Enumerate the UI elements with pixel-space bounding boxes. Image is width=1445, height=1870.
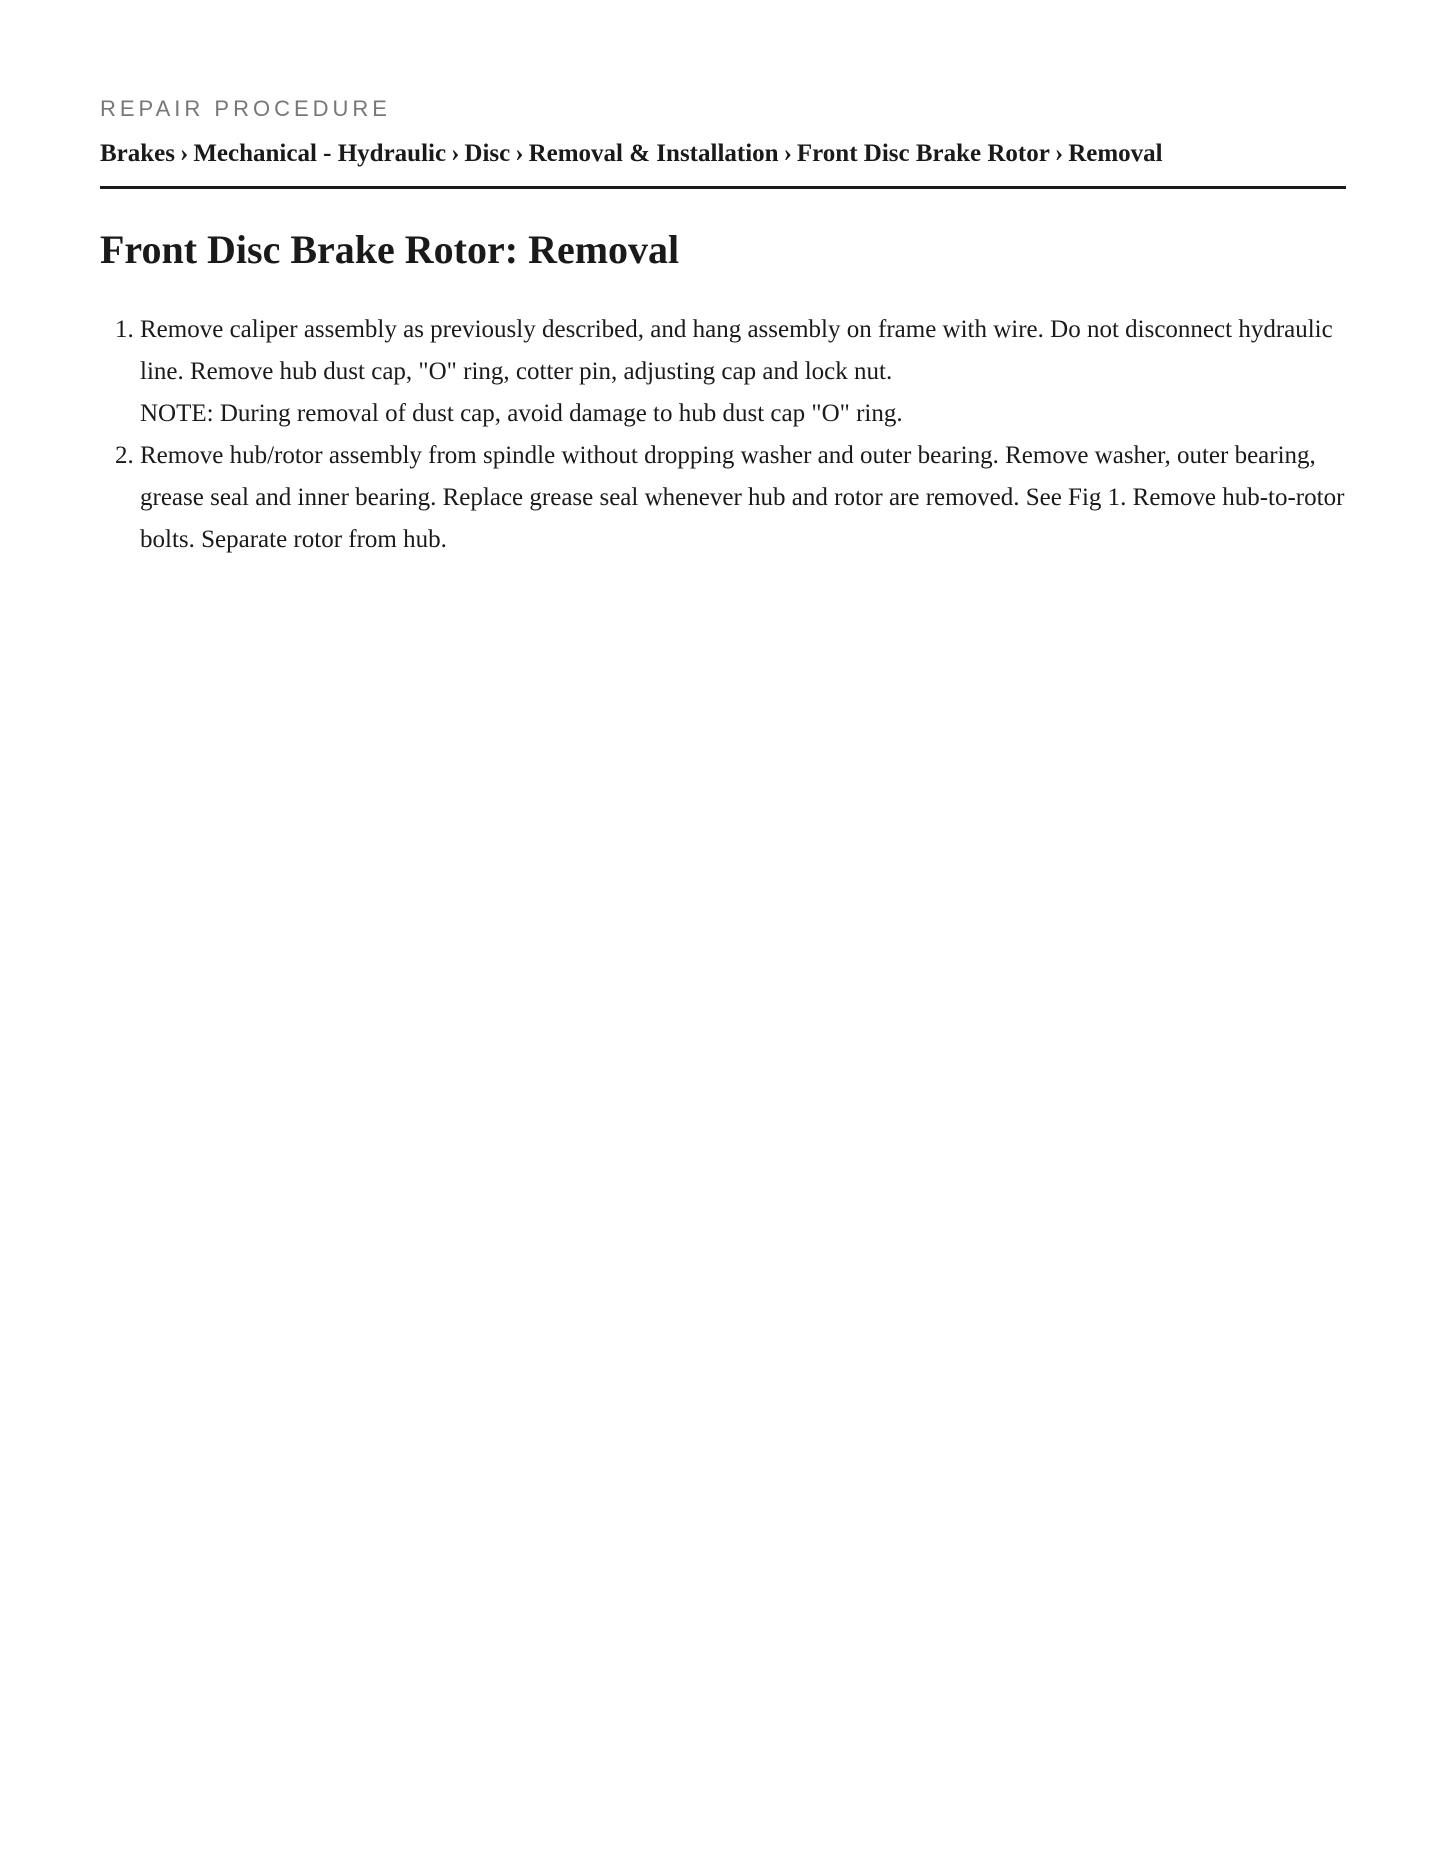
breadcrumb-separator: ›: [515, 140, 524, 167]
breadcrumb-item-mechanical-hydraulic[interactable]: Mechanical - Hydraulic: [193, 140, 447, 167]
procedure-step: [140, 435, 1346, 561]
breadcrumb: [100, 137, 1163, 171]
breadcrumb-separator: ›: [1054, 140, 1064, 167]
header-divider: [100, 186, 1346, 189]
breadcrumb-item-removal: Removal: [1068, 140, 1163, 167]
breadcrumb-separator: ›: [180, 140, 189, 167]
step-note: NOTE: During removal of dust cap, avoid damage to hub dust cap "O" ring.: [140, 400, 903, 427]
breadcrumb-item-disc[interactable]: Disc: [464, 140, 511, 167]
step-text: 1. Remove caliper assembly as previously described, and hang assembly on frame with wire. Do not disconnect hydraulic line. Remove hub dust cap, "O" ring, cotter pin, adjusting cap and lock nut.: [140, 316, 1333, 385]
step-text: 2. Remove hub/rotor assembly from spindle without dropping washer and outer bearing. Remove washer, outer bearing, grease seal and inner bearing. Replace grease seal whenever hub and rotor are removed. See Fig 1. Remove hub-to-rotor bolts. Separate rotor from hub.: [140, 442, 1345, 553]
breadcrumb-item-removal-installation[interactable]: Removal & Installation: [528, 140, 779, 167]
procedure-step: [140, 309, 1346, 435]
breadcrumb-separator: ›: [451, 140, 460, 167]
breadcrumb-item-brakes[interactable]: Brakes: [100, 140, 175, 167]
page-title: Front Disc Brake Rotor: Removal: [100, 227, 680, 272]
breadcrumb-item-front-disc-brake-rotor[interactable]: Front Disc Brake Rotor: [796, 140, 1050, 167]
section-kicker: REPAIR PROCEDURE: [100, 96, 391, 121]
procedure-steps: [100, 309, 1346, 561]
breadcrumb-separator: ›: [783, 140, 792, 167]
